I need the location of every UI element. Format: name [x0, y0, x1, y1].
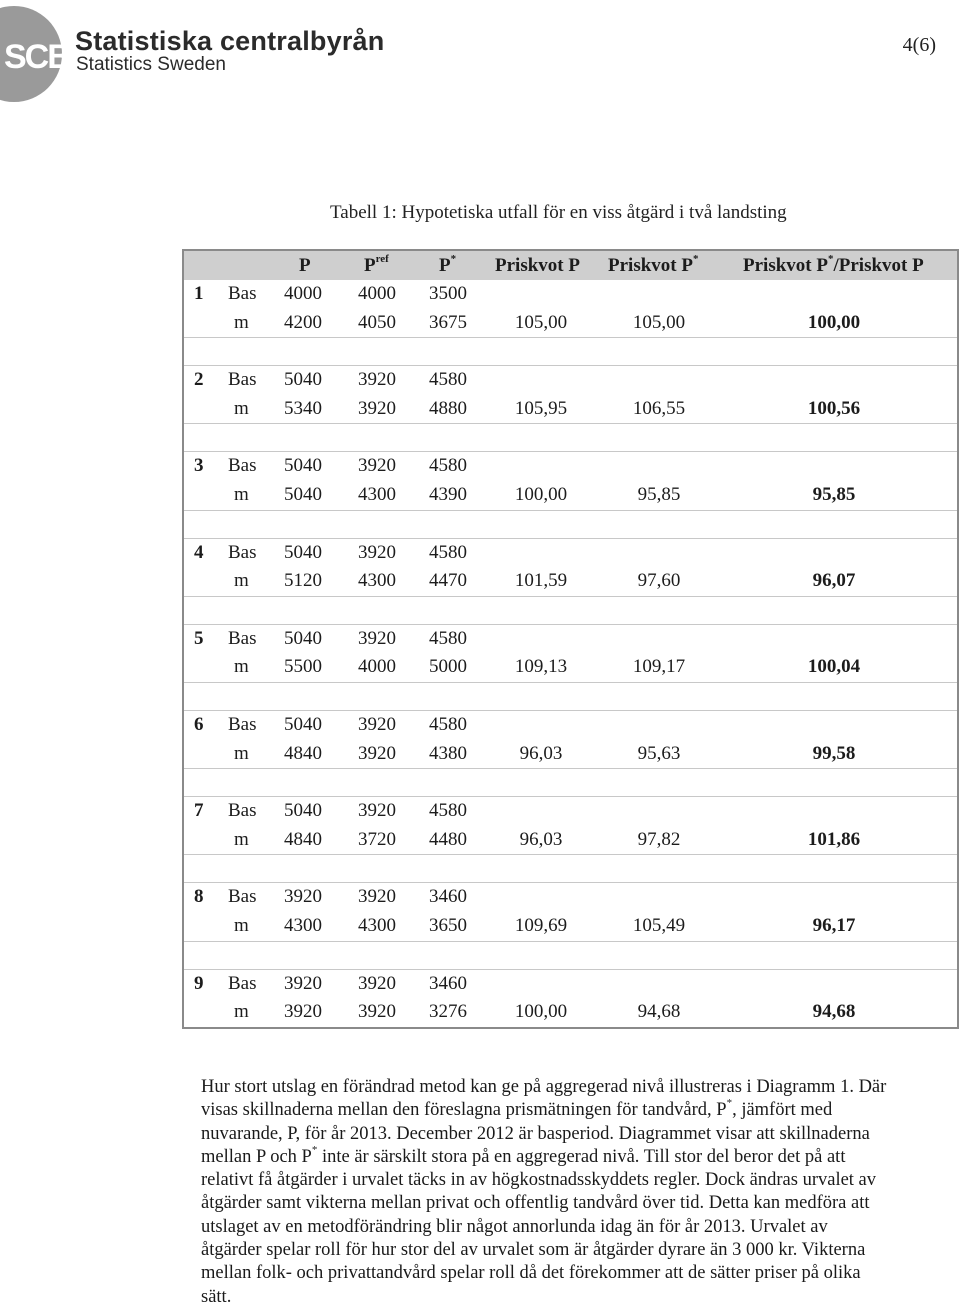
- header-priskvot-p: Priskvot P: [495, 255, 580, 276]
- header-ratio: Priskvot P*/Priskvot P: [743, 253, 924, 276]
- cell-priskvot-p: 105,00: [514, 311, 568, 333]
- cell-pstar: 3460: [429, 886, 467, 908]
- para-line: visas skillnaderna mellan den föreslagna prismätningen för tandvård, P*, jämfört med: [201, 1097, 833, 1121]
- cell-pref: 3920: [358, 541, 396, 563]
- cell-pref: 3920: [358, 713, 396, 735]
- table-separator-row: [184, 768, 957, 797]
- row-number: 8: [194, 886, 204, 908]
- row-label: m: [234, 914, 249, 936]
- cell-priskvot-p: 96,03: [519, 742, 563, 764]
- cell-pstar: 4470: [429, 570, 467, 592]
- para-line: utslaget av en metodförändring blir något annorlunda idag än för år 2013. Urvalet av: [201, 1216, 828, 1237]
- table-row: [184, 366, 957, 395]
- cell-pref: 4300: [358, 570, 396, 592]
- cell-p: 4840: [284, 828, 322, 850]
- header-pstar: P*: [439, 253, 457, 276]
- cell-priskvot-p: 109,69: [514, 914, 568, 936]
- table-row: [184, 567, 957, 596]
- cell-ratio: 101,86: [807, 828, 861, 850]
- table-row: [184, 883, 957, 912]
- cell-pstar: 4380: [429, 742, 467, 764]
- table-row: [184, 539, 957, 568]
- table-row: [184, 711, 957, 740]
- cell-pstar: 3650: [429, 914, 467, 936]
- para-line: nuvarande, P, för år 2013. December 2012 är basperiod. Diagrammet visar att skillnaderna: [201, 1123, 870, 1144]
- table-separator-row: [184, 510, 957, 539]
- header-pref: $P^{ref}$: [364, 253, 389, 276]
- row-number: 7: [194, 800, 204, 822]
- org-name-english: Statistics Sweden: [76, 54, 226, 75]
- org-name: Statistiska centralbyrån: [75, 26, 385, 56]
- cell-p: 5500: [284, 656, 322, 678]
- row-label: Bas: [228, 886, 257, 908]
- row-number: 2: [194, 369, 204, 391]
- cell-pref: 3920: [358, 455, 396, 477]
- cell-p: 5040: [284, 483, 322, 505]
- row-label: m: [234, 742, 249, 764]
- cell-p: 3920: [284, 886, 322, 908]
- table-row: [184, 912, 957, 941]
- cell-pref: 3920: [358, 627, 396, 649]
- row-number: 9: [194, 972, 204, 994]
- row-label: m: [234, 656, 249, 678]
- cell-p: 3920: [284, 1001, 322, 1023]
- cell-pstar: 4580: [429, 369, 467, 391]
- table-row: [184, 740, 957, 769]
- table-caption: Tabell 1: Hypotetiska utfall för en viss åtgärd i två landsting: [330, 202, 787, 223]
- cell-priskvot-p: 101,59: [514, 570, 568, 592]
- table-row: [184, 797, 957, 826]
- table-row: [184, 826, 957, 855]
- cell-pref: 3920: [358, 886, 396, 908]
- table-separator-row: [184, 337, 957, 366]
- row-label: Bas: [228, 541, 257, 563]
- cell-pstar: 3460: [429, 972, 467, 994]
- cell-pref: 4300: [358, 483, 396, 505]
- cell-pstar: 4580: [429, 541, 467, 563]
- cell-p: 3920: [284, 972, 322, 994]
- header-p: P: [299, 255, 311, 276]
- cell-pref: 3920: [358, 972, 396, 994]
- cell-pref: 4300: [358, 914, 396, 936]
- cell-priskvot-p: 100,00: [514, 1001, 568, 1023]
- row-label: Bas: [228, 455, 257, 477]
- cell-pref: 3920: [358, 397, 396, 419]
- cell-priskvot-pstar: 95,85: [637, 483, 681, 505]
- para-line: åtgärder spelar roll för hur stor del av urvalet som är åtgärder dyrare än 3 000 kr. Vikterna: [201, 1240, 866, 1261]
- cell-pstar: 4480: [429, 828, 467, 850]
- table-row: [184, 998, 957, 1027]
- scb-logo: [0, 2, 70, 102]
- cell-pstar: 5000: [429, 656, 467, 678]
- cell-pref: 3920: [358, 800, 396, 822]
- cell-p: 4300: [284, 914, 322, 936]
- cell-p: 4840: [284, 742, 322, 764]
- svg-text:SCB: SCB: [4, 38, 70, 76]
- row-label: m: [234, 1001, 249, 1023]
- cell-pref: 4000: [358, 656, 396, 678]
- cell-pstar: 4580: [429, 455, 467, 477]
- cell-priskvot-pstar: 97,60: [637, 570, 681, 592]
- cell-pstar: 4880: [429, 397, 467, 419]
- cell-priskvot-pstar: 105,00: [632, 311, 686, 333]
- row-label: Bas: [228, 972, 257, 994]
- row-number: 1: [194, 283, 204, 304]
- cell-p: 5040: [284, 369, 322, 391]
- cell-ratio: 94,68: [812, 1001, 856, 1023]
- cell-priskvot-pstar: 94,68: [637, 1001, 681, 1023]
- table-header-row: [184, 251, 957, 280]
- row-label: Bas: [228, 713, 257, 735]
- cell-priskvot-pstar: 106,55: [632, 397, 686, 419]
- table-row: [184, 280, 957, 309]
- cell-pstar: 4580: [429, 627, 467, 649]
- para-line: mellan P och P* inte är särskilt stora på en aggregerad nivå. Till stor del beror det på att: [201, 1143, 846, 1167]
- cell-pstar: 4390: [429, 483, 467, 505]
- table-row: [184, 970, 957, 999]
- cell-ratio: 95,85: [812, 483, 856, 505]
- cell-p: 4000: [284, 283, 322, 304]
- cell-ratio: 99,58: [812, 742, 856, 764]
- cell-p: 5040: [284, 455, 322, 477]
- row-label: Bas: [228, 627, 257, 649]
- cell-pref: 4000: [358, 283, 396, 304]
- row-number: 6: [194, 713, 204, 735]
- row-label: m: [234, 570, 249, 592]
- cell-ratio: 96,07: [812, 570, 856, 592]
- table-row: [184, 625, 957, 654]
- para-line: relativt få åtgärder i urvalet täcks in av högkostnadsskyddets regler. Dock ändras urvalet av: [201, 1170, 877, 1191]
- cell-pref: 3920: [358, 369, 396, 391]
- cell-p: 5340: [284, 397, 322, 419]
- cell-p: 5040: [284, 713, 322, 735]
- cell-ratio: 100,00: [807, 311, 861, 333]
- table-row: [184, 309, 957, 338]
- row-label: Bas: [228, 283, 257, 304]
- cell-pstar: 3500: [429, 283, 467, 304]
- row-label: m: [234, 397, 249, 419]
- table-row: [184, 481, 957, 510]
- cell-pstar: 4580: [429, 800, 467, 822]
- cell-p: 5120: [284, 570, 322, 592]
- cell-priskvot-p: 105,95: [514, 397, 568, 419]
- table-separator-row: [184, 682, 957, 711]
- cell-pref: 3920: [358, 742, 396, 764]
- cell-priskvot-pstar: 95,63: [637, 742, 681, 764]
- para-line: mellan folk- och privattandvård spelar roll då det förekommer att de sätter priser på olika: [201, 1263, 861, 1284]
- cell-priskvot-p: 96,03: [519, 828, 563, 850]
- para-line: åtgärder samt vikterna mellan privat och offentlig tandvård över tid. Detta kan medföra att: [201, 1193, 870, 1214]
- cell-p: 5040: [284, 800, 322, 822]
- cell-priskvot-p: 100,00: [514, 483, 568, 505]
- row-label: Bas: [228, 369, 257, 391]
- para-line: Hur stort utslag en förändrad metod kan ge på aggregerad nivå illustreras i Diagramm 1. Där: [201, 1077, 887, 1097]
- cell-pstar: 4580: [429, 713, 467, 735]
- cell-pref: 3720: [358, 828, 396, 850]
- cell-p: 5040: [284, 627, 322, 649]
- row-label: Bas: [228, 800, 257, 822]
- cell-ratio: 96,17: [812, 914, 856, 936]
- row-label: m: [234, 483, 249, 505]
- table-separator-row: [184, 423, 957, 452]
- row-number: 5: [194, 627, 204, 649]
- page-number: 4(6): [902, 34, 936, 56]
- table-separator-row: [184, 596, 957, 625]
- row-label: m: [234, 311, 249, 333]
- body-paragraph: [201, 1076, 941, 1309]
- cell-pstar: 3675: [429, 311, 467, 333]
- cell-p: 5040: [284, 541, 322, 563]
- row-label: m: [234, 828, 249, 850]
- para-line: sätt.: [201, 1286, 232, 1307]
- cell-priskvot-pstar: 109,17: [632, 656, 686, 678]
- cell-priskvot-p: 109,13: [514, 656, 568, 678]
- cell-ratio: 100,56: [807, 397, 861, 419]
- table-separator-row: [184, 854, 957, 883]
- cell-pref: 4050: [358, 311, 396, 333]
- cell-pstar: 3276: [429, 1001, 467, 1023]
- price-table: [182, 249, 959, 1029]
- cell-ratio: 100,04: [807, 656, 861, 678]
- table-row: [184, 395, 957, 424]
- cell-pref: 3920: [358, 1001, 396, 1023]
- header-priskvot-pstar: Priskvot P*: [608, 253, 699, 276]
- cell-priskvot-pstar: 105,49: [632, 914, 686, 936]
- table-row: [184, 653, 957, 682]
- table-row: [184, 452, 957, 481]
- cell-p: 4200: [284, 311, 322, 333]
- cell-priskvot-pstar: 97,82: [637, 828, 681, 850]
- table-separator-row: [184, 941, 957, 970]
- row-number: 3: [194, 455, 204, 477]
- row-number: 4: [194, 541, 204, 563]
